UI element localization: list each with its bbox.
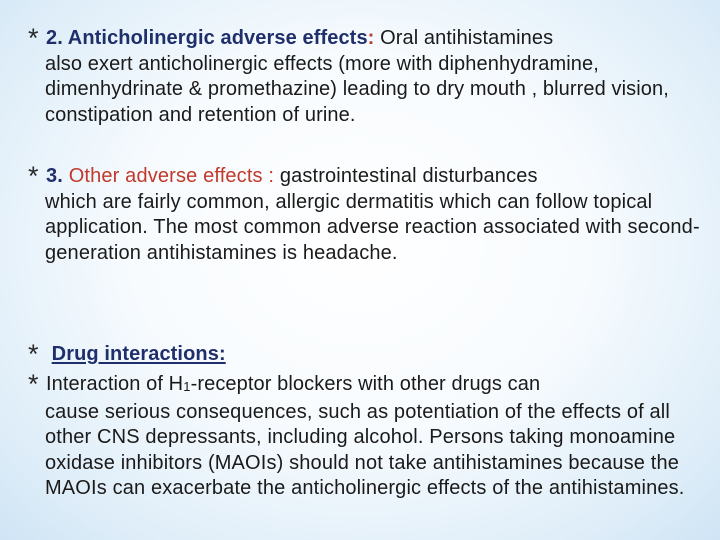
bullet-other-adverse-effects bbox=[28, 161, 708, 266]
bullet-text: also exert anticholinergic effects (more with diphenhydramine, dimenhydrinate & promethazine) leading to dry mouth , blurred vision, constipation and retention of urine. bbox=[45, 52, 669, 126]
section-number: 3. bbox=[46, 165, 63, 187]
bullet-text: cause serious consequences, such as potentiation of the effects of all other CNS depressants, including alcohol. Persons taking monoamine oxidase inhibitors (MAOIs) should not take antihistamines because the MAOIs can exacerbate the anticholinergic effects of the antihistamines. bbox=[45, 400, 685, 499]
section-heading: 2. Anticholinergic adverse effects bbox=[46, 27, 368, 49]
bullet-text-start: gastrointestinal disturbances bbox=[274, 165, 538, 187]
interaction-first-line: -receptor blockers with other drugs can bbox=[190, 373, 541, 395]
bullet-text: which are fairly common, allergic dermatitis which can follow topical application. The most common adverse reaction associated with second-generation antihistamines is headache. bbox=[45, 190, 700, 264]
bullet-star-icon: * bbox=[28, 23, 39, 53]
interaction-prefix: Interaction of H bbox=[46, 373, 184, 395]
bullet-star-icon: * bbox=[28, 161, 39, 191]
drug-interactions-heading: Drug interactions: bbox=[51, 343, 226, 365]
bullet-first-line bbox=[28, 369, 708, 400]
bullet-star-icon: * bbox=[28, 339, 39, 369]
bullet-first-line bbox=[28, 339, 708, 369]
bullet-anticholinergic-effects bbox=[28, 23, 708, 128]
heading-colon: : bbox=[367, 27, 375, 49]
bullet-text-start: Oral antihistamines bbox=[374, 27, 554, 49]
bullet-star-icon: * bbox=[28, 369, 39, 399]
section-label: Other adverse effects : bbox=[62, 165, 275, 187]
h1-subscript: 1 bbox=[183, 379, 191, 394]
bullet-interaction-text bbox=[28, 369, 708, 502]
bullet-drug-interactions-heading bbox=[28, 339, 708, 369]
bullet-first-line bbox=[28, 161, 708, 191]
bullet-first-line bbox=[28, 23, 708, 53]
